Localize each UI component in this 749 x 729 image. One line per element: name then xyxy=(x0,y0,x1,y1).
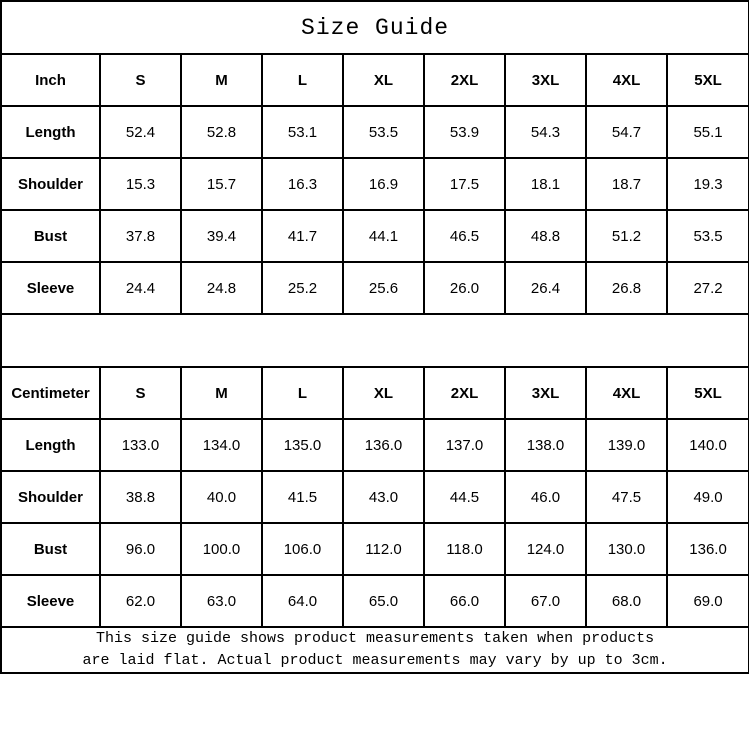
measurement-value-cell: 136.0 xyxy=(667,523,749,575)
footer-note-line2: are laid flat. Actual product measurements may vary by up to 3cm. xyxy=(82,652,668,669)
measurement-value-cell: 53.9 xyxy=(424,106,505,158)
measurement-value-cell: 138.0 xyxy=(505,419,586,471)
measurement-value-cell: 19.3 xyxy=(667,158,749,210)
measurement-value-cell: 46.0 xyxy=(505,471,586,523)
measurement-value-cell: 26.4 xyxy=(505,262,586,314)
measurement-value-cell: 66.0 xyxy=(424,575,505,627)
size-column-header: 5XL xyxy=(667,367,749,419)
measurement-value-cell: 54.3 xyxy=(505,106,586,158)
measurement-value-cell: 52.4 xyxy=(100,106,181,158)
measurement-value-cell: 17.5 xyxy=(424,158,505,210)
measurement-row-label: Sleeve xyxy=(1,262,100,314)
measurement-value-cell: 69.0 xyxy=(667,575,749,627)
title-row xyxy=(1,1,749,54)
size-column-header: 3XL xyxy=(505,54,586,106)
measurement-row-label: Shoulder xyxy=(1,471,100,523)
footer-note-line1: This size guide shows product measurements taken when products xyxy=(96,630,655,648)
inch_table-unit-label: Inch xyxy=(1,54,100,106)
measurement-value-cell: 62.0 xyxy=(100,575,181,627)
size-column-header: 3XL xyxy=(505,367,586,419)
measurement-value-cell: 130.0 xyxy=(586,523,667,575)
measurement-value-cell: 39.4 xyxy=(181,210,262,262)
measurement-row xyxy=(1,419,749,471)
measurement-value-cell: 118.0 xyxy=(424,523,505,575)
measurement-value-cell: 46.5 xyxy=(424,210,505,262)
spacer-cell xyxy=(1,314,749,367)
measurement-value-cell: 140.0 xyxy=(667,419,749,471)
measurement-value-cell: 139.0 xyxy=(586,419,667,471)
measurement-value-cell: 64.0 xyxy=(262,575,343,627)
size-column-header: 2XL xyxy=(424,367,505,419)
measurement-value-cell: 26.0 xyxy=(424,262,505,314)
measurement-value-cell: 26.8 xyxy=(586,262,667,314)
size-column-header: L xyxy=(262,54,343,106)
measurement-value-cell: 63.0 xyxy=(181,575,262,627)
measurement-value-cell: 24.4 xyxy=(100,262,181,314)
size-column-header: 5XL xyxy=(667,54,749,106)
size-column-header: 2XL xyxy=(424,54,505,106)
measurement-value-cell: 133.0 xyxy=(100,419,181,471)
measurement-row xyxy=(1,575,749,627)
measurement-value-cell: 52.8 xyxy=(181,106,262,158)
measurement-value-cell: 38.8 xyxy=(100,471,181,523)
measurement-value-cell: 37.8 xyxy=(100,210,181,262)
size-column-header: 4XL xyxy=(586,367,667,419)
size-column-header: XL xyxy=(343,367,424,419)
measurement-value-cell: 25.6 xyxy=(343,262,424,314)
measurement-value-cell: 16.3 xyxy=(262,158,343,210)
measurement-value-cell: 137.0 xyxy=(424,419,505,471)
measurement-value-cell: 40.0 xyxy=(181,471,262,523)
measurement-value-cell: 27.2 xyxy=(667,262,749,314)
measurement-value-cell: 44.1 xyxy=(343,210,424,262)
spacer-row xyxy=(1,314,749,367)
measurement-value-cell: 41.5 xyxy=(262,471,343,523)
measurement-value-cell: 41.7 xyxy=(262,210,343,262)
measurement-row-label: Length xyxy=(1,106,100,158)
measurement-value-cell: 44.5 xyxy=(424,471,505,523)
size-column-header: 4XL xyxy=(586,54,667,106)
size-column-header: M xyxy=(181,367,262,419)
measurement-value-cell: 112.0 xyxy=(343,523,424,575)
size-column-header: S xyxy=(100,367,181,419)
measurement-value-cell: 53.5 xyxy=(667,210,749,262)
measurement-value-cell: 54.7 xyxy=(586,106,667,158)
measurement-value-cell: 65.0 xyxy=(343,575,424,627)
size-column-header: XL xyxy=(343,54,424,106)
measurement-value-cell: 96.0 xyxy=(100,523,181,575)
measurement-value-cell: 24.8 xyxy=(181,262,262,314)
measurement-row-label: Length xyxy=(1,419,100,471)
measurement-row-label: Shoulder xyxy=(1,158,100,210)
inch_table-header-row xyxy=(1,54,749,106)
measurement-value-cell: 124.0 xyxy=(505,523,586,575)
measurement-value-cell: 55.1 xyxy=(667,106,749,158)
footer-note xyxy=(1,627,749,673)
measurement-value-cell: 48.8 xyxy=(505,210,586,262)
page-title: Size Guide xyxy=(1,1,749,54)
measurement-value-cell: 47.5 xyxy=(586,471,667,523)
measurement-value-cell: 15.3 xyxy=(100,158,181,210)
measurement-row xyxy=(1,523,749,575)
measurement-value-cell: 100.0 xyxy=(181,523,262,575)
measurement-value-cell: 16.9 xyxy=(343,158,424,210)
inch-measurements-section xyxy=(1,54,749,314)
measurement-row xyxy=(1,210,749,262)
measurement-value-cell: 136.0 xyxy=(343,419,424,471)
cm_table-unit-label: Centimeter xyxy=(1,367,100,419)
measurement-value-cell: 53.1 xyxy=(262,106,343,158)
measurement-row-label: Bust xyxy=(1,210,100,262)
measurement-value-cell: 134.0 xyxy=(181,419,262,471)
measurement-row xyxy=(1,158,749,210)
measurement-row xyxy=(1,262,749,314)
measurement-row xyxy=(1,106,749,158)
measurement-value-cell: 18.1 xyxy=(505,158,586,210)
measurement-value-cell: 25.2 xyxy=(262,262,343,314)
cm_table-header-row xyxy=(1,367,749,419)
measurement-value-cell: 106.0 xyxy=(262,523,343,575)
footer-note-row xyxy=(1,627,749,673)
measurement-value-cell: 18.7 xyxy=(586,158,667,210)
measurement-row xyxy=(1,471,749,523)
size-column-header: L xyxy=(262,367,343,419)
measurement-value-cell: 67.0 xyxy=(505,575,586,627)
measurement-value-cell: 53.5 xyxy=(343,106,424,158)
measurement-row-label: Sleeve xyxy=(1,575,100,627)
centimeter-measurements-section xyxy=(1,367,749,627)
measurement-row-label: Bust xyxy=(1,523,100,575)
measurement-value-cell: 15.7 xyxy=(181,158,262,210)
measurement-value-cell: 135.0 xyxy=(262,419,343,471)
measurement-value-cell: 68.0 xyxy=(586,575,667,627)
size-column-header: S xyxy=(100,54,181,106)
measurement-value-cell: 51.2 xyxy=(586,210,667,262)
size-column-header: M xyxy=(181,54,262,106)
measurement-value-cell: 43.0 xyxy=(343,471,424,523)
measurement-value-cell: 49.0 xyxy=(667,471,749,523)
